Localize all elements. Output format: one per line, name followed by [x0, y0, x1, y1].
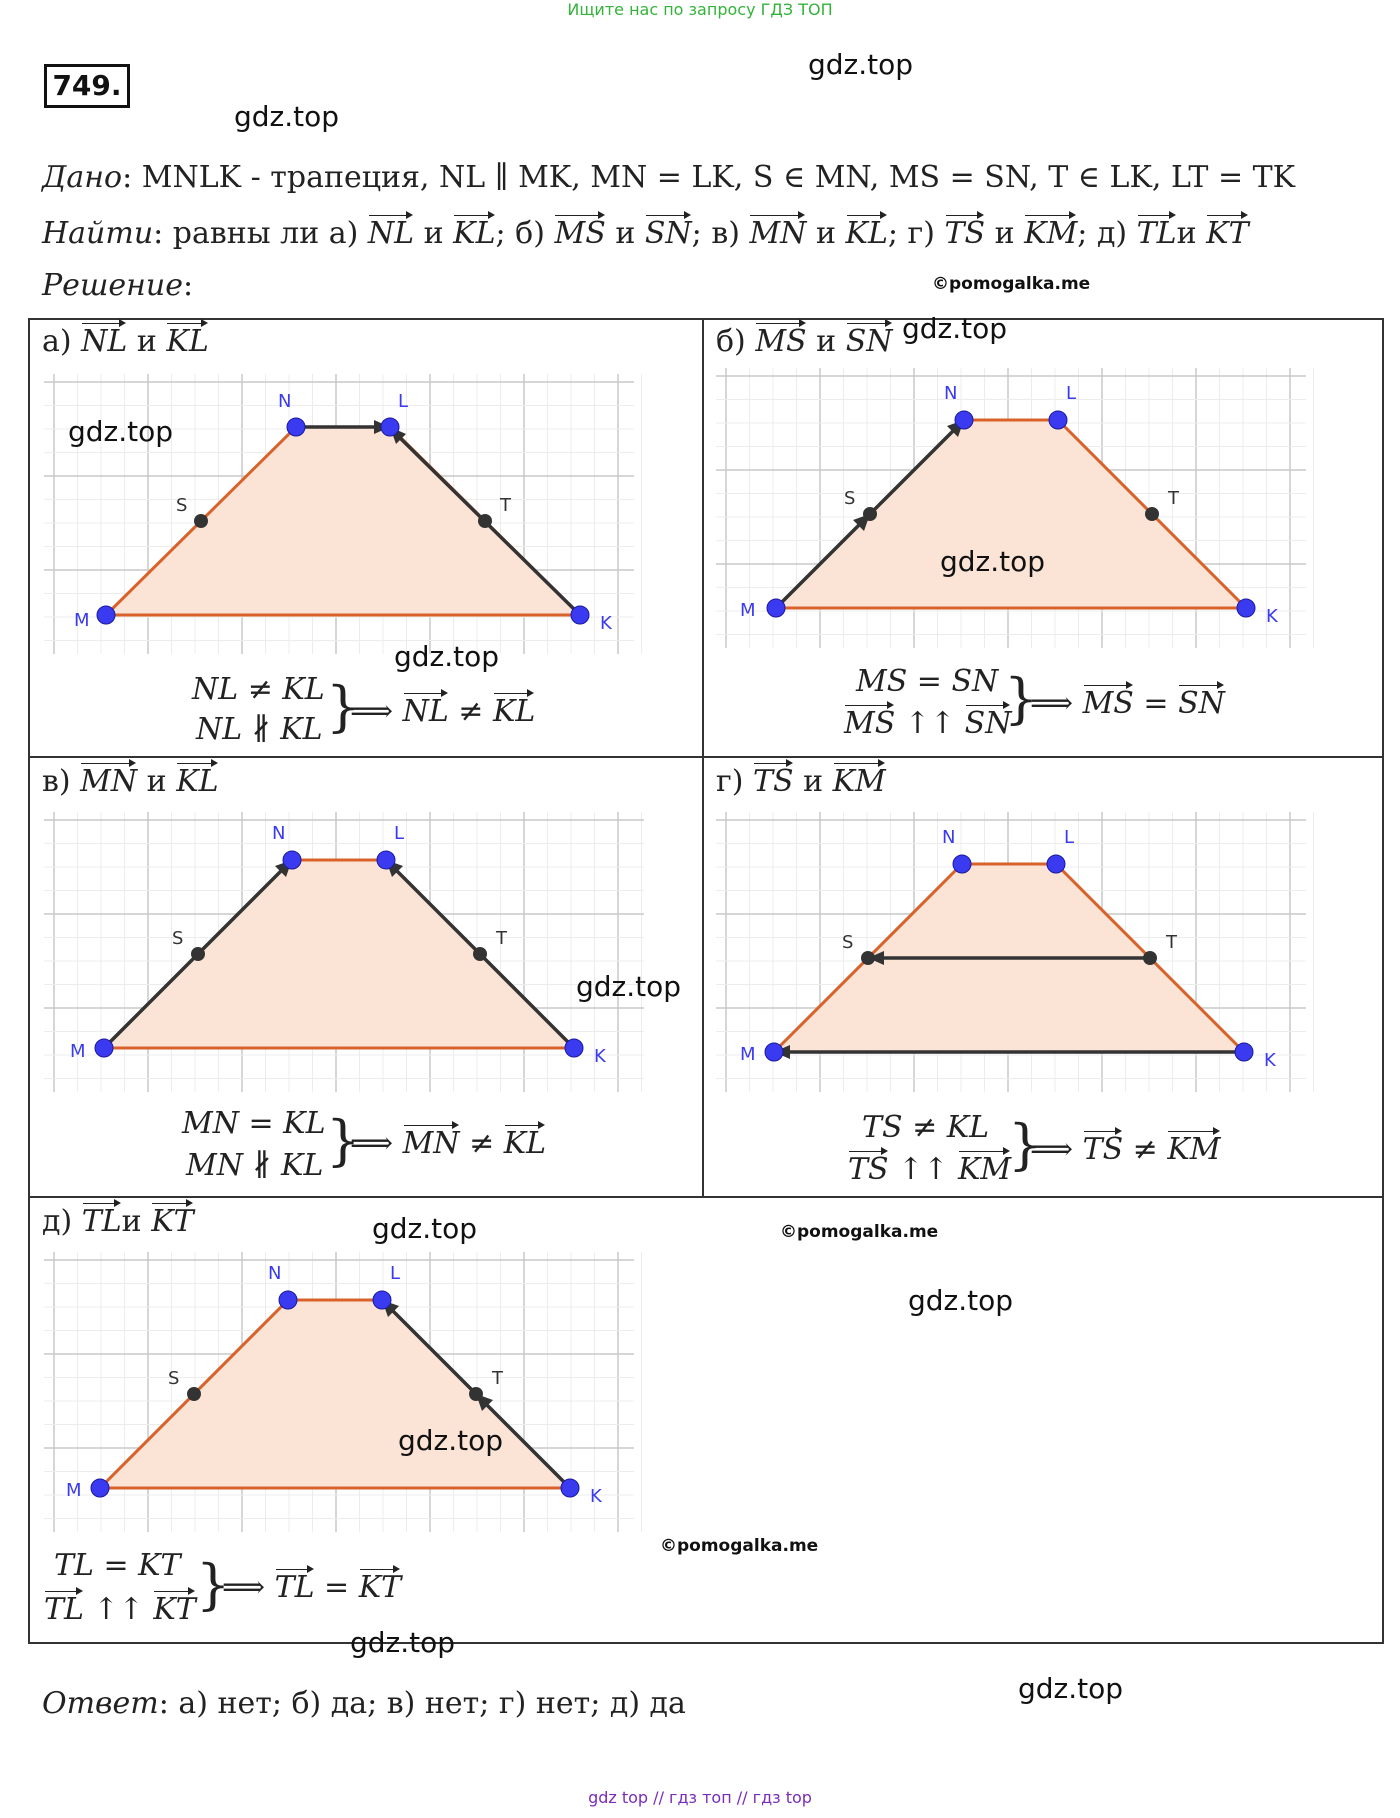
find-label: Найти	[42, 216, 154, 251]
panel-g-diagram	[716, 812, 1316, 1102]
problem-number: 749.	[44, 64, 130, 108]
label-n: N	[942, 827, 956, 848]
vec-label: KL	[166, 324, 209, 359]
point-t	[469, 1387, 483, 1401]
codirectional: ↑↑	[904, 706, 956, 741]
vec-ms: MS	[554, 216, 606, 251]
label-s: S	[844, 488, 856, 509]
implies: ⟹	[222, 1570, 266, 1605]
brace: }	[196, 1553, 231, 1616]
vec-kt: KT	[1206, 216, 1249, 251]
implies: ⟹	[1030, 1132, 1074, 1167]
vec-nl: NL	[367, 216, 415, 251]
vec-label: SN	[1178, 686, 1225, 721]
vec-label: NL	[81, 324, 128, 359]
point-m	[91, 1479, 109, 1497]
point-k	[571, 606, 589, 624]
vec-tl: TL	[1136, 216, 1177, 251]
table-divider-horizontal	[28, 1196, 1384, 1198]
and-word: и	[815, 216, 836, 251]
footer-link[interactable]: gdz top	[588, 1788, 649, 1807]
codirectional: ↑↑	[898, 1152, 949, 1187]
panel-v-conclusion	[350, 1126, 546, 1161]
panel-letter: а)	[42, 324, 72, 359]
point-t	[1143, 951, 1157, 965]
point-n	[955, 411, 973, 429]
and-word: и	[423, 216, 444, 251]
vec-ts: TS	[944, 216, 986, 251]
point-l	[381, 418, 399, 436]
vec-label: TL	[81, 1204, 122, 1239]
panel-v-title	[42, 764, 219, 799]
label-k: K	[600, 613, 612, 634]
watermark: gdz.top	[234, 100, 340, 133]
point-k	[1237, 599, 1255, 617]
brace: }	[326, 1109, 361, 1172]
label-t: T	[500, 495, 511, 516]
and-word: и	[803, 764, 824, 799]
operator: ≠	[1132, 1132, 1158, 1167]
watermark: gdz.top	[576, 970, 682, 1003]
vec-label: MS	[1082, 686, 1134, 721]
watermark: gdz.top	[908, 1284, 1014, 1317]
point-s	[861, 951, 875, 965]
trapezoid-fill	[104, 860, 574, 1048]
panel-g-cond2	[848, 1152, 1011, 1187]
panel-letter: д)	[42, 1204, 73, 1239]
vec-label: TL	[274, 1570, 315, 1605]
panel-g-title	[716, 764, 886, 799]
vec-label: KL	[492, 694, 536, 729]
point-s	[191, 947, 205, 961]
copyright-mark: ©pomogalka.me	[660, 1536, 819, 1556]
label-m: M	[740, 600, 756, 621]
panel-d-title	[42, 1204, 194, 1239]
footer-link[interactable]: гдз топ	[669, 1788, 732, 1807]
footer-link[interactable]: гдз top	[752, 1788, 812, 1807]
vec-label: NL	[402, 694, 449, 729]
panel-d-cond1: TL = KT	[54, 1548, 181, 1583]
label-n: N	[278, 391, 292, 412]
operator: =	[324, 1570, 350, 1605]
find-line	[42, 216, 1249, 251]
vec-label: SN	[845, 324, 893, 359]
top-banner[interactable]: Ищите нас по запросу ГДЗ ТОП	[567, 0, 833, 19]
panel-v-cond1: MN = KL	[182, 1106, 326, 1141]
codirectional: ↑↑	[93, 1592, 144, 1627]
vec-label: KT	[151, 1204, 194, 1239]
label-m: M	[740, 1044, 756, 1065]
panel-letter: г)	[716, 764, 744, 799]
point-m	[97, 606, 115, 624]
vec-label: TS	[848, 1152, 889, 1187]
vec-label: KM	[957, 1152, 1012, 1187]
point-l	[377, 851, 395, 869]
brace: }	[1008, 1113, 1043, 1176]
label-m: M	[74, 610, 90, 631]
brace: }	[1004, 667, 1039, 730]
operator: =	[1143, 686, 1169, 721]
label-k: K	[594, 1046, 606, 1067]
label-m: M	[66, 1480, 82, 1501]
panel-a-cond1: NL ≠ KL	[192, 672, 325, 707]
sep: ; г)	[887, 216, 935, 251]
vec-sn: SN	[644, 216, 692, 251]
and-word: и	[615, 216, 636, 251]
vec-label: KM	[1167, 1132, 1221, 1167]
vec-label: MN	[80, 764, 138, 799]
vec-label: MN	[402, 1126, 460, 1161]
point-n	[283, 851, 301, 869]
label-k: K	[1266, 606, 1278, 627]
answer-label: Ответ	[42, 1686, 159, 1721]
watermark: gdz.top	[394, 640, 500, 673]
answer-text: : а) нет; б) да; в) нет; г) нет; д) да	[158, 1686, 686, 1721]
point-l	[373, 1291, 391, 1309]
point-t	[1145, 507, 1159, 521]
vec-label: KL	[176, 764, 219, 799]
panel-b-conclusion	[1030, 686, 1225, 721]
vec-label: SN	[964, 706, 1012, 741]
panel-d-cond2	[44, 1592, 196, 1627]
given-line	[42, 160, 1295, 195]
given-label: Дано	[42, 160, 123, 195]
table-divider-horizontal	[28, 756, 1384, 758]
copyright-mark: ©pomogalka.me	[932, 274, 1091, 294]
implies: ⟹	[1030, 686, 1074, 721]
panel-v-cond2: MN ∦ KL	[186, 1148, 324, 1183]
label-n: N	[272, 823, 286, 844]
vec-label: TL	[44, 1592, 84, 1627]
brace: }	[326, 675, 361, 738]
panel-d-diagram	[44, 1252, 644, 1542]
copyright-mark: ©pomogalka.me	[780, 1222, 939, 1242]
panel-a-cond2: NL ∦ KL	[196, 712, 323, 747]
point-m	[767, 599, 785, 617]
label-l: L	[1066, 383, 1077, 404]
label-t: T	[496, 928, 507, 949]
point-k	[565, 1039, 583, 1057]
vec-label: KL	[503, 1126, 547, 1161]
vec-label: MS	[844, 706, 896, 741]
panel-a-conclusion	[350, 694, 535, 729]
point-n	[279, 1291, 297, 1309]
sep: ; д)	[1077, 216, 1128, 251]
panel-d-conclusion	[222, 1570, 401, 1605]
panel-v-diagram	[44, 812, 682, 1102]
solution-label: Решение:	[42, 268, 194, 303]
watermark: gdz.top	[68, 415, 174, 448]
label-l: L	[394, 823, 405, 844]
vec-label: MS	[755, 324, 807, 359]
label-n: N	[944, 383, 958, 404]
trapezoid-fill	[776, 420, 1246, 608]
operator: ≠	[458, 694, 484, 729]
vec-kl: KL	[453, 216, 496, 251]
point-s	[187, 1387, 201, 1401]
trapezoid-fill	[106, 427, 580, 615]
sep: ; б)	[495, 216, 545, 251]
vec-label: TS	[752, 764, 794, 799]
label-s: S	[176, 495, 188, 516]
and-word: и	[994, 216, 1015, 251]
watermark: gdz.top	[398, 1424, 504, 1457]
label-t: T	[1166, 932, 1177, 953]
point-l	[1047, 855, 1065, 873]
footer-separator: //	[736, 1788, 748, 1807]
vec-label: KT	[358, 1570, 402, 1605]
watermark: gdz.top	[350, 1626, 456, 1659]
answer-line	[42, 1686, 686, 1721]
solution-label-text: Решение	[42, 268, 183, 303]
panel-b-title	[716, 324, 893, 359]
implies: ⟹	[350, 694, 394, 729]
panel-letter: в)	[42, 764, 71, 799]
watermark: gdz.top	[902, 312, 1008, 345]
label-m: M	[70, 1041, 86, 1062]
point-k	[1235, 1043, 1253, 1061]
given-text: : MNLK - трапеция, NL ∥ MK, MN = LK, S ∈ MN, MS = SN, T ∈ LK, LT = TK	[122, 160, 1296, 195]
point-n	[953, 855, 971, 873]
label-k: K	[1264, 1050, 1276, 1071]
point-t	[473, 947, 487, 961]
trapezoid-fill	[100, 1300, 570, 1488]
label-s: S	[172, 928, 184, 949]
panel-b-diagram	[716, 368, 1316, 658]
watermark: gdz.top	[372, 1212, 478, 1245]
and-word: и	[136, 324, 157, 359]
label-l: L	[398, 391, 409, 412]
footer-links	[0, 1788, 1400, 1807]
point-m	[765, 1043, 783, 1061]
panel-letter: б)	[716, 324, 746, 359]
and-word: и	[146, 764, 167, 799]
vec-km: KM	[1024, 216, 1078, 251]
point-n	[287, 418, 305, 436]
panel-b-cond2	[844, 706, 1011, 741]
footer-separator: //	[653, 1788, 664, 1807]
point-t	[478, 514, 492, 528]
point-s	[863, 507, 877, 521]
watermark: gdz.top	[808, 48, 914, 81]
panel-b-cond1: MS = SN	[856, 664, 999, 699]
find-prefix: : равны ли а)	[153, 216, 359, 251]
point-m	[95, 1039, 113, 1057]
vec-kl: KL	[845, 216, 888, 251]
point-k	[561, 1479, 579, 1497]
label-s: S	[842, 932, 854, 953]
sep: ; в)	[691, 216, 740, 251]
and-word: и	[1176, 216, 1197, 251]
implies: ⟹	[350, 1126, 394, 1161]
panel-g-cond1: TS ≠ KL	[862, 1110, 990, 1145]
label-s: S	[168, 1368, 180, 1389]
operator: ≠	[469, 1126, 495, 1161]
panel-a-title	[42, 324, 209, 359]
vec-label: KM	[832, 764, 886, 799]
label-l: L	[1064, 827, 1075, 848]
point-s	[194, 514, 208, 528]
vec-mn: MN	[749, 216, 807, 251]
label-n: N	[268, 1263, 282, 1284]
label-t: T	[492, 1368, 503, 1389]
label-l: L	[390, 1263, 401, 1284]
panel-a-diagram	[44, 374, 644, 664]
label-k: K	[590, 1486, 602, 1507]
label-t: T	[1168, 488, 1179, 509]
watermark: gdz.top	[940, 545, 1046, 578]
panel-g-conclusion	[1030, 1132, 1221, 1167]
watermark: gdz.top	[1018, 1672, 1124, 1705]
point-l	[1049, 411, 1067, 429]
and-word: и	[816, 324, 837, 359]
vec-label: KT	[153, 1592, 196, 1627]
vec-label: TS	[1082, 1132, 1124, 1167]
and-word: и	[121, 1204, 142, 1239]
